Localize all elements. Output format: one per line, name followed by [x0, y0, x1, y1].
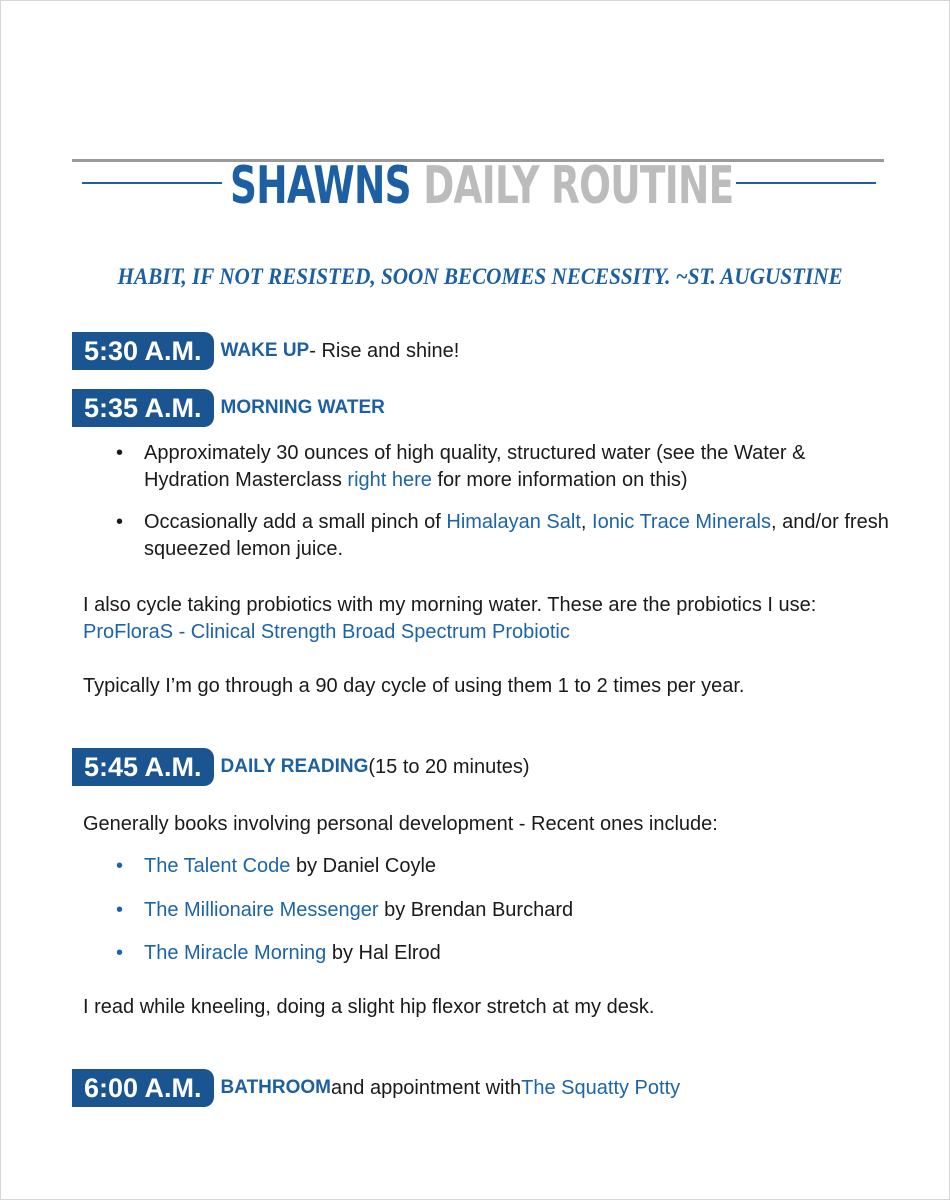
reading-note: I read while kneeling, doing a slight hip flexor stretch at my desk. [83, 996, 655, 1018]
bullet-dot: • [116, 511, 124, 533]
section-label: DAILY READING [220, 756, 369, 777]
title-line-left [82, 182, 222, 184]
text-line: , and/or fresh [770, 511, 889, 533]
ionic-trace-minerals-link[interactable]: Ionic Trace Minerals [592, 511, 771, 533]
quote-text: HABIT, IF NOT RESISTED, SOON BECOMES NECESSITY. ~ST. AUGUSTINE [117, 264, 843, 289]
section-label: BATHROOM [220, 1077, 332, 1098]
section-rest: - Rise and shine! [309, 339, 460, 362]
book-author: by Brendan Burchard [378, 899, 574, 921]
section-bathroom [72, 1069, 680, 1107]
section-reading [72, 748, 530, 786]
text-line: I also cycle taking probiotics with my morning water. These are the probiotics I use: [83, 594, 817, 616]
himalayan-salt-link[interactable]: Himalayan Salt [446, 511, 581, 533]
title-part2: DAILY ROUTINE [423, 156, 734, 216]
list-item-text [144, 509, 889, 563]
section-label: MORNING WATER [220, 397, 385, 418]
section-rest: (15 to 20 minutes) [368, 755, 530, 778]
reading-intro: Generally books involving personal development - Recent ones include: [83, 813, 718, 835]
section-wake [72, 332, 459, 370]
text-line: Occasionally add a small pinch of [144, 511, 447, 533]
title-part1: SHAWNS [230, 156, 411, 216]
list-item-text [144, 897, 884, 924]
time-badge: 6:00 A.M. [72, 1069, 214, 1107]
text-line: for more information on this) [431, 469, 688, 491]
book-link[interactable]: The Miracle Morning [144, 942, 327, 964]
text-line: squeezed lemon juice. [144, 538, 344, 560]
book-link[interactable]: The Talent Code [144, 855, 291, 877]
book-link[interactable]: The Millionaire Messenger [144, 899, 379, 921]
book-author: by Hal Elrod [326, 942, 441, 964]
section-label: WAKE UP [220, 340, 310, 361]
right-here-link[interactable]: right here [347, 469, 432, 491]
text-line: Hydration Masterclass [144, 469, 348, 491]
bullet-dot: • [116, 899, 124, 921]
section-rest: and appointment with [331, 1076, 522, 1099]
quote [0, 264, 950, 290]
squatty-potty-link[interactable]: The Squatty Potty [521, 1076, 681, 1099]
time-badge: 5:35 A.M. [72, 389, 214, 427]
title-line-right [736, 182, 876, 184]
section-water [72, 389, 385, 427]
bullet-dot: • [116, 442, 124, 464]
book-author: by Daniel Coyle [290, 855, 437, 877]
list-item-text [144, 440, 884, 494]
text-line: Approximately 30 ounces of high quality, structured water (see the Water & [144, 442, 806, 464]
time-badge: 5:30 A.M. [72, 332, 214, 370]
text-sep: , [580, 511, 593, 533]
probiotic-link[interactable]: ProFloraS - Clinical Strength Broad Spectrum Probiotic [83, 621, 570, 643]
cycle-paragraph: Typically I’m go through a 90 day cycle of using them 1 to 2 times per year. [83, 675, 745, 697]
page-title [230, 150, 734, 222]
bullet-dot: • [116, 855, 124, 877]
bullet-dot: • [116, 942, 124, 964]
list-item-text [144, 940, 884, 967]
list-item-text [144, 853, 884, 880]
time-badge: 5:45 A.M. [72, 748, 214, 786]
probiotics-paragraph [83, 592, 816, 646]
